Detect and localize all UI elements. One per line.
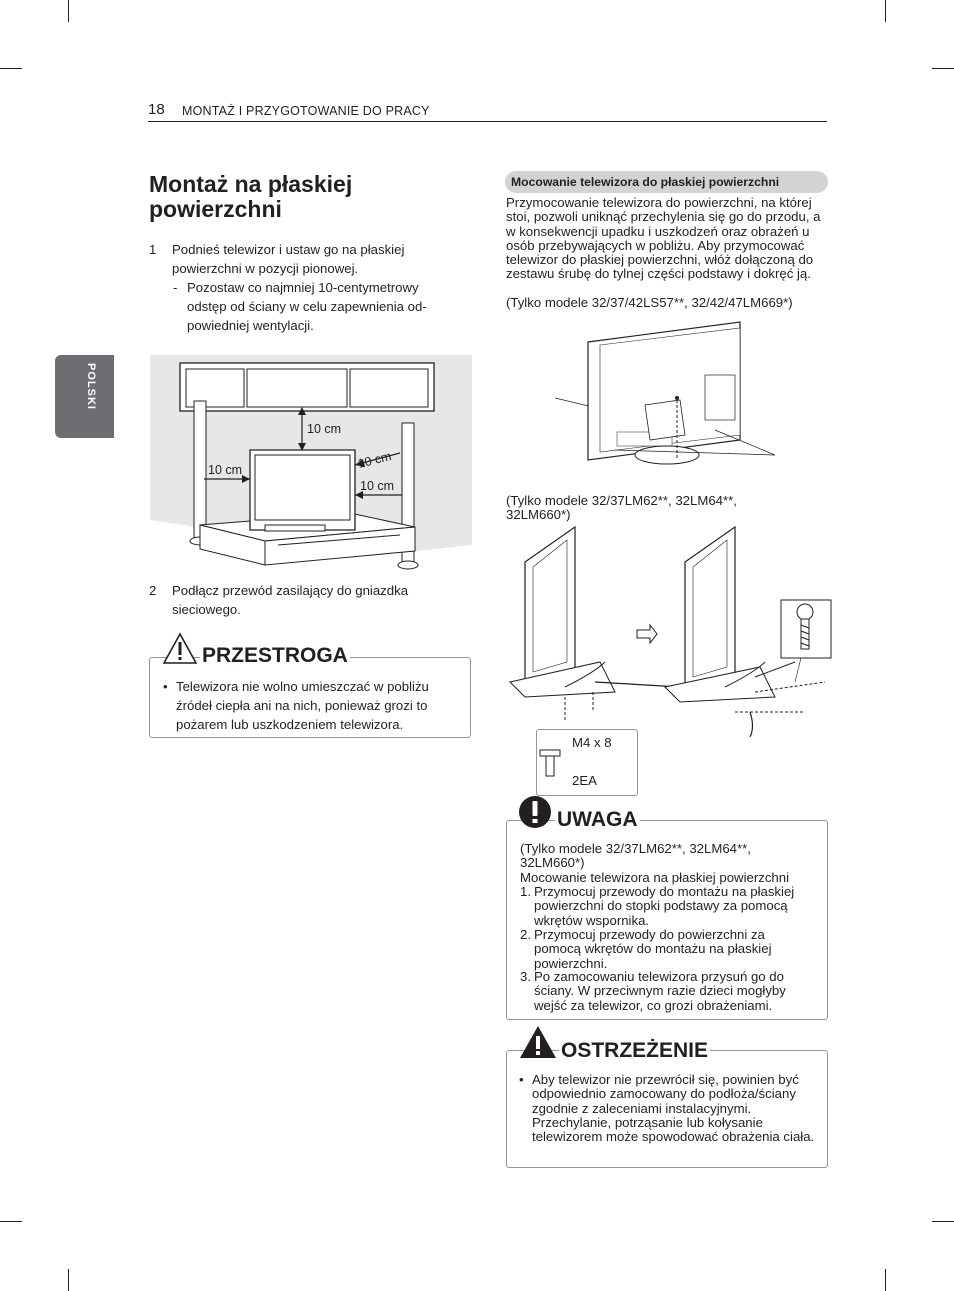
note-intro: Mocowanie telewizora na płaskiej powierzchni [520, 870, 790, 885]
subitem-text: Pozostaw co najmniej 10-centymetrowy odstęp od ściany w celu zapewnienia od-powiedniej wentylacji. [187, 280, 427, 333]
bullet-marker: • [163, 679, 168, 694]
mounting-heading: Mocowanie telewizora do płaskiej powierzchni [505, 171, 828, 193]
screw-icon [538, 748, 562, 778]
language-tab [55, 355, 114, 438]
note-item-number: 3. [520, 969, 531, 984]
clearance-label-right: 10 cm [360, 479, 395, 493]
note-item-text: Przymocuj przewody do montażu na płaskiej powierzchni do stopki podstawy za pomocą wkrętów wspornika. [534, 884, 795, 928]
warning-item-text: Aby telewizor nie przewrócił się, powinien być odpowiednio zamocowany do podłoża/ściany zgodnie z zaleceniami instalacyjnymi. Przechylanie, potrząsanie lub kołysanie telewizorem może spowodować obrażenia ciała. [532, 1072, 815, 1145]
step-number: 2 [149, 583, 157, 598]
models-a: (Tylko modele 32/37/42LS57**, 32/42/47LM669*) [506, 295, 793, 310]
warning-triangle-icon [519, 1025, 557, 1059]
note-item-number: 2. [520, 927, 531, 942]
note-item-text: Po zamocowaniu telewizora przysuń go do ściany. W przeciwnym razie dzieci mogłyby wejść za telewizor, co grozi obrażeniami. [534, 969, 786, 1013]
header-rule [148, 121, 827, 122]
section-header: MONTAŻ I PRZYGOTOWANIE DO PRACY [182, 104, 430, 118]
bullet-marker: • [519, 1072, 524, 1087]
crop-mark [932, 68, 954, 69]
clearance-label-right-top: 10 cm [356, 449, 393, 471]
dash-marker: - [173, 280, 178, 295]
page-number: 18 [148, 101, 165, 118]
caution-title: PRZESTROGA [202, 644, 348, 667]
note-item-number: 1. [520, 884, 531, 899]
crop-mark [885, 0, 886, 22]
step-text: Podłącz przewód zasilający do gniazdka sieciowego. [172, 583, 409, 617]
tv-back-illustration [555, 320, 775, 470]
note-title: UWAGA [557, 808, 638, 831]
cable-mount-illustration [505, 522, 835, 737]
page-title: Montaż na płaskiej powierzchni [149, 171, 353, 222]
clearance-illustration [150, 355, 472, 570]
mounting-paragraph: Przymocowanie telewizora do powierzchni, na której stoi, pozwoli uniknąć przechylenia się go do przodu, a w konsekwencji upadku i uszkodzeń oraz obrażeń u osób przebywających w pobliżu. Aby przymocować telewizor do płaskiej powierzchni, włóż dołączoną do zestawu śrubę do tylnej części podstawy i dokręć ją. [506, 195, 821, 282]
screw-quantity: 2EA [572, 773, 597, 788]
clearance-label-left: 10 cm [208, 463, 243, 477]
step-text: Podnieś telewizor i ustaw go na płaskiej powierzchni w pozycji pionowej. [172, 242, 405, 276]
caution-triangle-icon [162, 632, 198, 665]
step-number: 1 [149, 242, 157, 257]
crop-mark [0, 1221, 22, 1222]
clearance-label-top: 10 cm [307, 422, 342, 436]
note-models: (Tylko modele 32/37LM62**, 32LM64**, 32LM660*) [520, 841, 751, 871]
crop-mark [0, 68, 22, 69]
warning-title: OSTRZEŻENIE [561, 1039, 709, 1062]
exclamation-circle-icon [518, 795, 552, 829]
language-tab-label: POLSKI [85, 363, 97, 410]
crop-mark [932, 1221, 954, 1222]
crop-mark [68, 0, 69, 22]
models-b: (Tylko modele 32/37LM62**, 32LM64**, 32LM660*) [506, 493, 737, 523]
caution-item-text: Telewizora nie wolno umieszczać w pobliżu źródeł ciepła ani na nich, ponieważ grozi to pożarem lub uszkodzeniem telewizora. [176, 679, 429, 732]
crop-mark [68, 1269, 69, 1291]
crop-mark [885, 1269, 886, 1291]
note-item-text: Przymocuj przewody do powierzchni za pomocą wkrętów do montażu na płaskiej powierzchni. [534, 927, 772, 971]
screw-size: M4 x 8 [572, 735, 612, 750]
